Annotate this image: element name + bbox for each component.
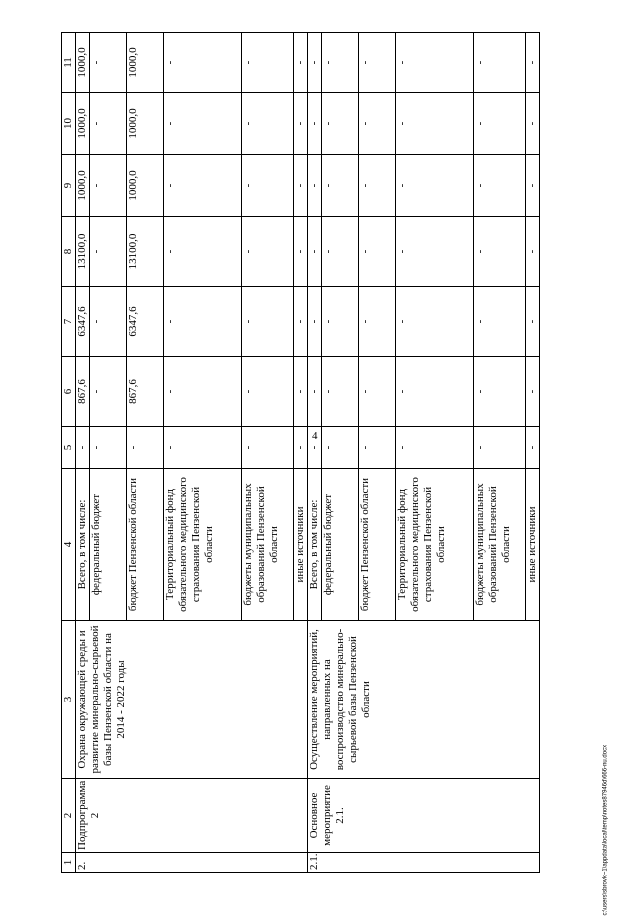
value-cell-col11: - [396, 33, 474, 93]
value-cell-col11: - [526, 33, 540, 93]
funding-source-label: бюджет Пензенской области [127, 469, 164, 621]
value-cell-col5: - [396, 427, 474, 469]
header-cell-5: 5 [62, 427, 76, 469]
section-name: Основное мероприятие 2.1. [308, 779, 540, 853]
funding-source-label: Территориальный фонд обязательного медицинского страхования Пензенской области [164, 469, 242, 621]
value-cell-col11: - [164, 33, 242, 93]
value-cell-col5: - [322, 427, 359, 469]
header-cell-3: 3 [62, 621, 76, 779]
value-cell-col9: 1000,0 [127, 155, 164, 217]
value-cell-col5: - [474, 427, 526, 469]
value-cell-col10: 1000,0 [127, 93, 164, 155]
value-cell-col5: - [127, 427, 164, 469]
header-cell-10: 10 [62, 93, 76, 155]
value-cell-col7: 6347,6 [76, 287, 90, 357]
funding-source-label: федеральный бюджет [322, 469, 359, 621]
value-cell-col10: - [474, 93, 526, 155]
value-cell-col7: 6347,6 [127, 287, 164, 357]
funding-source-label: Территориальный фонд обязательного медицинского страхования Пензенской области [396, 469, 474, 621]
value-cell-col10: - [526, 93, 540, 155]
value-cell-col8: - [396, 217, 474, 287]
value-cell-col11: - [242, 33, 294, 93]
value-cell-col6: 867,6 [76, 357, 90, 427]
value-cell-col7: - [474, 287, 526, 357]
value-cell-col11: - [308, 33, 322, 93]
value-cell-col8: - [308, 217, 322, 287]
header-cell-8: 8 [62, 217, 76, 287]
value-cell-col10: - [90, 93, 127, 155]
section-name: Подпрограмма 2 [76, 779, 308, 853]
funding-source-label: федеральный бюджет [90, 469, 127, 621]
value-cell-col9: - [308, 155, 322, 217]
table-row [76, 33, 90, 873]
value-cell-col9: - [359, 155, 396, 217]
value-cell-col7: - [359, 287, 396, 357]
value-cell-col7: - [526, 287, 540, 357]
section-description: Охрана окружающей среды и развитие минерально-сырьевой базы Пензенской области на 2014 - 2022 годы [76, 621, 308, 779]
value-cell-col11: - [474, 33, 526, 93]
budget-table [61, 32, 540, 873]
funding-source-label: бюджеты муниципальных образований Пензенской области [474, 469, 526, 621]
value-cell-col10: - [242, 93, 294, 155]
value-cell-col11: - [294, 33, 308, 93]
value-cell-col5: - [76, 427, 90, 469]
value-cell-col7: - [242, 287, 294, 357]
funding-source-label: Всего, в том числе: [76, 469, 90, 621]
value-cell-col8: - [359, 217, 396, 287]
value-cell-col8: - [474, 217, 526, 287]
header-row [62, 33, 76, 873]
value-cell-col6: 867,6 [127, 357, 164, 427]
value-cell-col9: - [294, 155, 308, 217]
value-cell-col8: 13100,0 [76, 217, 90, 287]
value-cell-col9: - [322, 155, 359, 217]
value-cell-col6: - [294, 357, 308, 427]
value-cell-col10: - [164, 93, 242, 155]
funding-source-label: бюджет Пензенской области [359, 469, 396, 621]
section-number: 2. [76, 853, 308, 873]
value-cell-col8: - [322, 217, 359, 287]
value-cell-col7: - [164, 287, 242, 357]
value-cell-col11: 1000,0 [127, 33, 164, 93]
value-cell-col6: - [322, 357, 359, 427]
value-cell-col11: - [322, 33, 359, 93]
table-row [308, 33, 322, 873]
value-cell-col5: - [242, 427, 294, 469]
value-cell-col6: - [90, 357, 127, 427]
value-cell-col10: - [294, 93, 308, 155]
header-cell-7: 7 [62, 287, 76, 357]
value-cell-col7: - [396, 287, 474, 357]
value-cell-col5: - [90, 427, 127, 469]
value-cell-col6: - [359, 357, 396, 427]
value-cell-col5: - [308, 427, 322, 469]
value-cell-col11: - [359, 33, 396, 93]
page-number: 4 [312, 430, 318, 442]
header-cell-11: 11 [62, 33, 76, 93]
value-cell-col5: - [526, 427, 540, 469]
value-cell-col10: - [396, 93, 474, 155]
value-cell-col8: - [526, 217, 540, 287]
value-cell-col10: - [308, 93, 322, 155]
funding-source-label: Всего, в том числе: [308, 469, 322, 621]
value-cell-col6: - [396, 357, 474, 427]
value-cell-col8: - [90, 217, 127, 287]
value-cell-col9: - [396, 155, 474, 217]
value-cell-col6: - [474, 357, 526, 427]
value-cell-col11: - [90, 33, 127, 93]
value-cell-col9: - [474, 155, 526, 217]
header-cell-9: 9 [62, 155, 76, 217]
value-cell-col5: - [164, 427, 242, 469]
value-cell-col7: - [308, 287, 322, 357]
value-cell-col8: 13100,0 [127, 217, 164, 287]
value-cell-col8: - [164, 217, 242, 287]
value-cell-col9: - [164, 155, 242, 217]
value-cell-col6: - [242, 357, 294, 427]
funding-source-label: иные источники [294, 469, 308, 621]
value-cell-col5: - [359, 427, 396, 469]
rotated-table-container [61, 33, 639, 873]
value-cell-col9: - [90, 155, 127, 217]
header-cell-6: 6 [62, 357, 76, 427]
value-cell-col9: - [526, 155, 540, 217]
value-cell-col6: - [526, 357, 540, 427]
value-cell-col6: - [164, 357, 242, 427]
footer-file-path: c:\users\sbrovk~1\appdata\local\temp\notes87946d\666-nu.docx [602, 744, 609, 916]
value-cell-col5: - [294, 427, 308, 469]
funding-source-label: иные источники [526, 469, 540, 621]
value-cell-col9: - [242, 155, 294, 217]
value-cell-col6: - [308, 357, 322, 427]
funding-source-label: бюджеты муниципальных образований Пензенской области [242, 469, 294, 621]
header-cell-4: 4 [62, 469, 76, 621]
value-cell-col8: - [294, 217, 308, 287]
value-cell-col10: - [322, 93, 359, 155]
value-cell-col11: 1000,0 [76, 33, 90, 93]
header-cell-1: 1 [62, 853, 76, 873]
value-cell-col10: 1000,0 [76, 93, 90, 155]
value-cell-col9: 1000,0 [76, 155, 90, 217]
value-cell-col7: - [90, 287, 127, 357]
value-cell-col7: - [322, 287, 359, 357]
value-cell-col8: - [242, 217, 294, 287]
value-cell-col7: - [294, 287, 308, 357]
section-number: 2.1. [308, 853, 540, 873]
section-description: Осуществление мероприятий, направленных на воспроизводство минерально-сырьевой базы Пензенской области [308, 621, 540, 779]
header-cell-2: 2 [62, 779, 76, 853]
value-cell-col10: - [359, 93, 396, 155]
